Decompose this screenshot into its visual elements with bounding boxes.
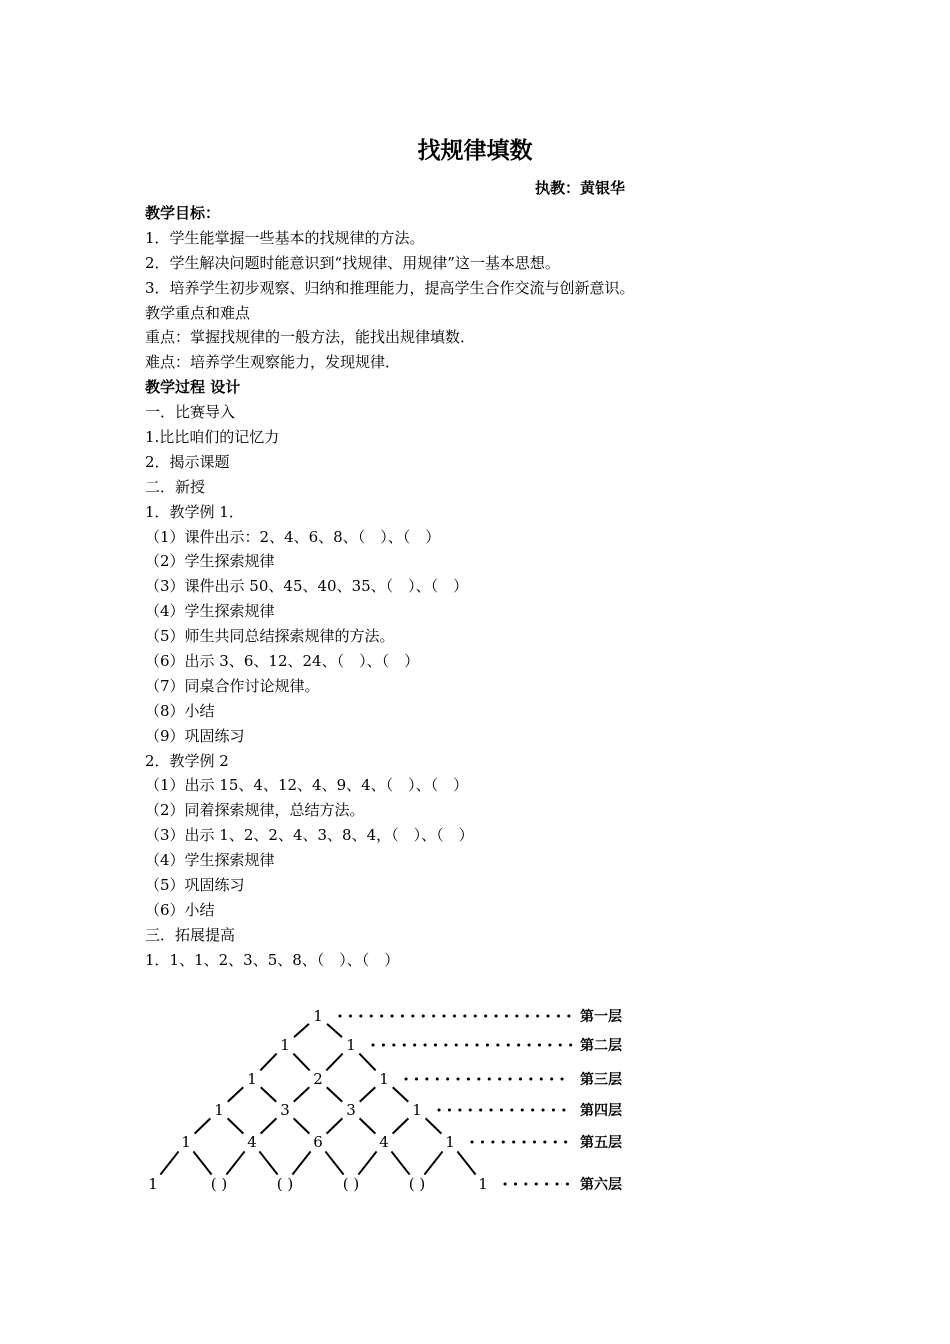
section-heading: 教学过程 设计 (145, 378, 241, 397)
number-triangle-figure (140, 1005, 640, 1205)
body-line: 1．学生能掌握一些基本的找规律的方法。 (145, 228, 425, 247)
triangle-edge (193, 1151, 211, 1174)
body-line: 3．培养学生初步观察、归纳和推理能力，提高学生合作交流与创新意识。 (145, 278, 635, 297)
triangle-edge (226, 1151, 244, 1174)
body-line: （5）师生共同总结探索规律的方法。 (145, 627, 395, 646)
triangle-number: 1 (247, 1070, 257, 1088)
triangle-blank: ( ) (276, 1175, 294, 1193)
triangle-edge (360, 1087, 376, 1102)
triangle-blank: ( ) (342, 1175, 360, 1193)
triangle-number: 3 (280, 1101, 290, 1119)
section-heading: 教学目标： (145, 204, 221, 222)
triangle-number: 6 (313, 1133, 323, 1151)
body-line: （3）出示 1、2、2、4、3、8、4，（ ）、（ ） (145, 826, 474, 845)
triangle-edge (294, 1087, 310, 1102)
body-line: （1）出示 15、4、12、4、9、4、（ ）、（ ） (145, 776, 469, 795)
triangle-edge (359, 1054, 375, 1071)
body-line: （8）小结 (145, 701, 215, 720)
triangle-number: 1 (379, 1070, 389, 1088)
triangle-edge (292, 1151, 310, 1174)
triangle-edge (424, 1151, 442, 1174)
row-label: 第一层 (580, 1009, 622, 1025)
triangle-number: 1 (148, 1175, 158, 1193)
triangle-edge (327, 1118, 343, 1133)
row-label: 第五层 (580, 1135, 622, 1151)
author-line: 执教：黄银华 (535, 179, 626, 197)
triangle-number: 1 (445, 1133, 455, 1151)
triangle-edge (259, 1151, 277, 1174)
triangle-edge (326, 1054, 342, 1071)
body-line: 1．1、1、2、3、5、8、（ ）、（ ） (145, 950, 400, 969)
triangle-edge (261, 1118, 277, 1133)
triangle-number: 2 (313, 1070, 323, 1088)
triangle-edge (228, 1118, 244, 1133)
triangle-number: 4 (379, 1133, 389, 1151)
triangle-number: 1 (280, 1036, 290, 1054)
triangle-number: 1 (346, 1036, 356, 1054)
body-line: 2．学生解决问题时能意识到“找规律、用规律”这一基本思想。 (145, 253, 560, 272)
document-title: 找规律填数 (417, 138, 533, 164)
body-line: 教学重点和难点 (145, 303, 251, 322)
triangle-edge (260, 1054, 276, 1071)
row-label: 第二层 (580, 1038, 622, 1054)
triangle-edge (261, 1087, 277, 1102)
body-line: （5）巩固练习 (145, 876, 245, 895)
body-line: （2）学生探索规律 (145, 552, 275, 571)
triangle-edge (426, 1118, 442, 1133)
row-label: 第六层 (580, 1177, 622, 1193)
body-line: 1．教学例 1． (145, 502, 244, 521)
body-line: 一．比赛导入 (145, 403, 236, 422)
triangle-edge (457, 1151, 475, 1174)
body-line: 2．教学例 2 (145, 751, 229, 770)
triangle-number: 3 (346, 1101, 356, 1119)
triangle-blank: ( ) (408, 1175, 426, 1193)
triangle-edge (228, 1087, 244, 1102)
triangle-blank: ( ) (210, 1175, 228, 1193)
body-line: （4）学生探索规律 (145, 851, 275, 870)
triangle-edge (294, 1024, 309, 1037)
body-line: （7）同桌合作讨论规律。 (145, 676, 320, 695)
body-line: 难点：培养学生观察能力，发现规律． (145, 353, 401, 372)
triangle-number: 1 (478, 1175, 488, 1193)
body-line: 三．拓展提高 (145, 925, 236, 944)
row-label: 第三层 (580, 1072, 622, 1088)
triangle-number: 4 (247, 1133, 257, 1151)
triangle-edge (160, 1151, 178, 1174)
lesson-plan-body (145, 201, 805, 973)
triangle-edge (325, 1151, 343, 1174)
body-line: 1.比比咱们的记忆力 (145, 428, 280, 447)
triangle-number: 1 (181, 1133, 191, 1151)
triangle-edge (393, 1087, 409, 1102)
body-line: （1）课件出示：2、4、6、8、（ ）、（ ） (145, 527, 441, 546)
triangle-edge (294, 1118, 310, 1133)
body-line: （3）课件出示 50、45、40、35、（ ）、（ ） (145, 577, 469, 596)
triangle-number: 1 (412, 1101, 422, 1119)
row-label: 第四层 (580, 1103, 622, 1119)
triangle-edge (393, 1118, 409, 1133)
triangle-edge (358, 1151, 376, 1174)
body-line: 重点：掌握找规律的一般方法，能找出规律填数． (145, 328, 476, 347)
body-line: 2．揭示课题 (145, 452, 230, 471)
body-line: （2）同着探索规律，总结方法。 (145, 801, 365, 820)
body-line: 二．新授 (145, 477, 206, 496)
body-line: （9）巩固练习 (145, 726, 245, 745)
body-line: （4）学生探索规律 (145, 602, 275, 621)
triangle-number: 1 (214, 1101, 224, 1119)
triangle-edge (327, 1087, 343, 1102)
triangle-edge (327, 1024, 342, 1037)
triangle-edge (391, 1151, 409, 1174)
body-line: （6）出示 3、6、12、24、（ ）、（ ） (145, 652, 420, 671)
triangle-edge (195, 1118, 211, 1133)
triangle-edge (360, 1118, 376, 1133)
triangle-edge (293, 1054, 309, 1071)
triangle-number: 1 (313, 1007, 323, 1025)
body-line: （6）小结 (145, 900, 215, 919)
